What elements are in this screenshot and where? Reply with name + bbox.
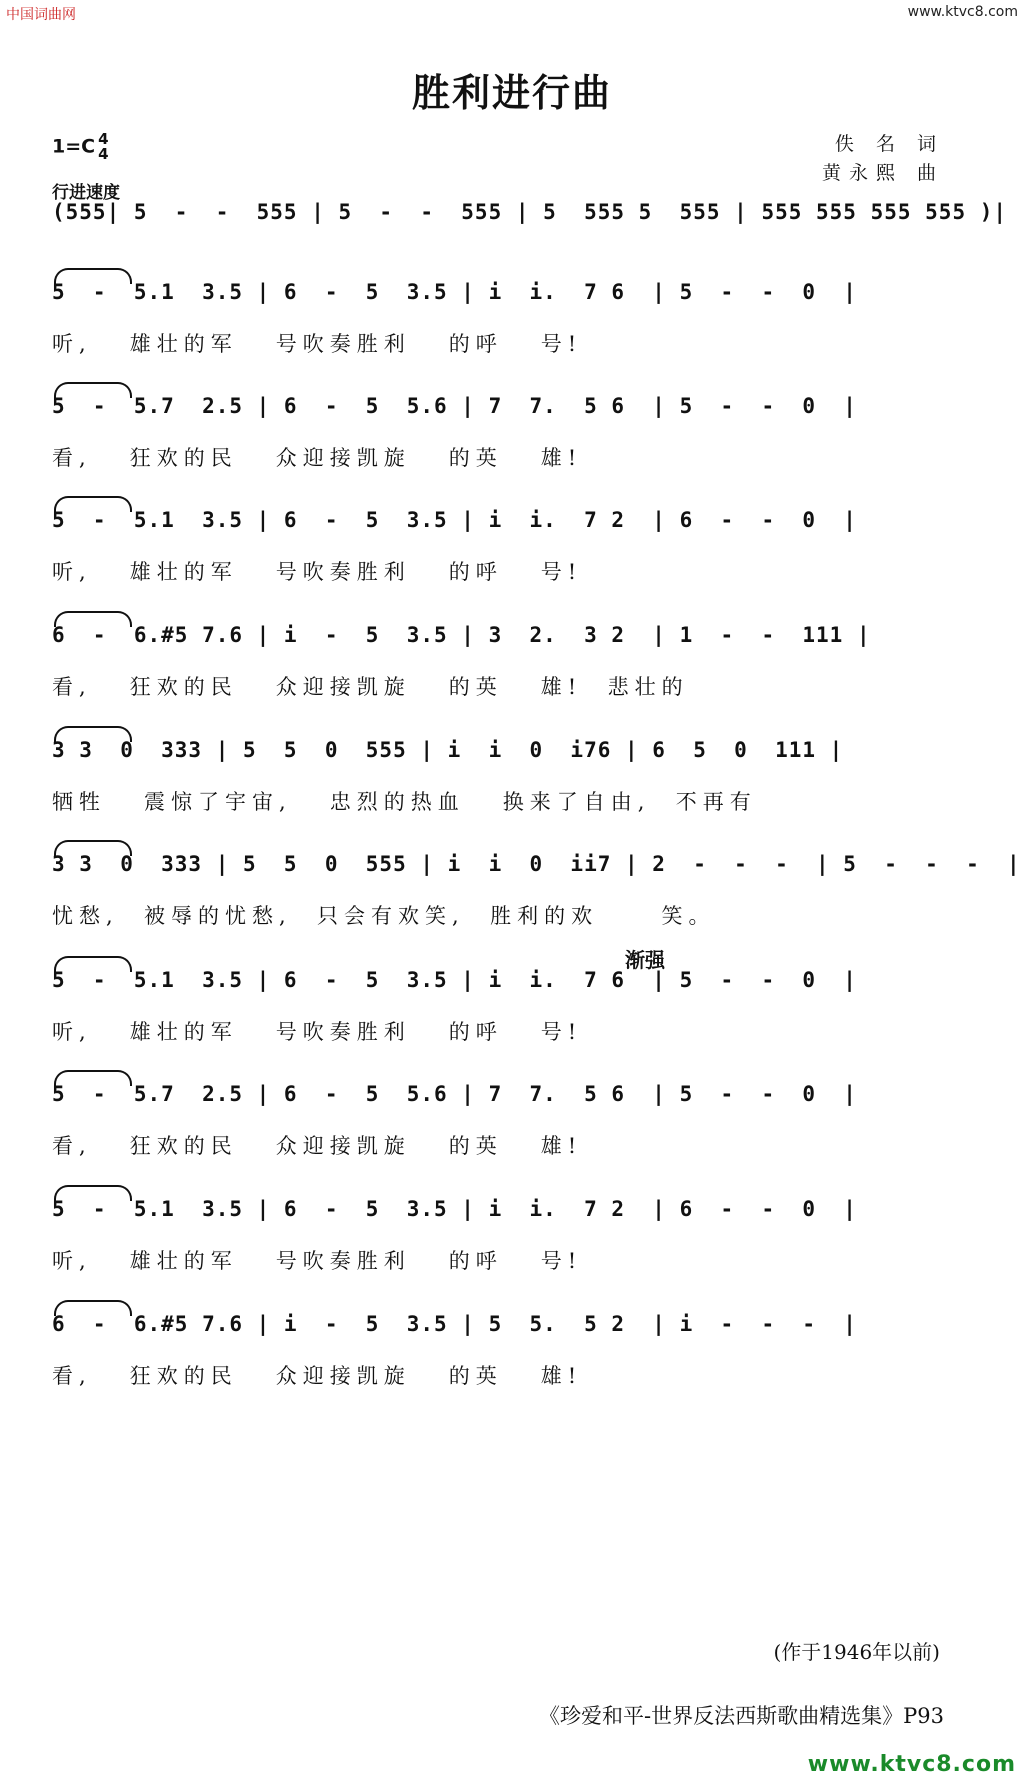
notation-row: 6 - 6.#5 7.6 | i - 5 3.5 | 3 2. 3 2 | 1 - - 111 |: [52, 623, 952, 663]
song-title: 胜利进行曲: [411, 70, 612, 115]
key-signature: [52, 132, 109, 162]
credits: [822, 130, 944, 188]
staff-line: [52, 508, 952, 592]
notation-row: 5 - 5.1 3.5 | 6 - 5 3.5 | i i. 7 2 | 6 - - 0 |: [52, 508, 952, 548]
source-citation: 《珍爱和平-世界反法西斯歌曲精选集》P93: [539, 1704, 944, 1728]
notation-row: 3 3 0 333 | 5 5 0 555 | i i 0 ii7 | 2 - - - | 5 - - - |: [52, 852, 952, 892]
time-bottom: 4: [98, 145, 109, 163]
staff-line: [52, 280, 952, 364]
staff-line: [52, 968, 952, 1052]
dynamic-marking: 渐强: [625, 948, 665, 972]
lyrics-row: 看, 狂欢的民 众迎接凯旋 的英 雄!: [52, 1134, 583, 1158]
lyrics-row: 听, 雄壮的军 号吹奏胜利 的呼 号!: [52, 560, 583, 584]
lyrics-row: 牺牲 震惊了宇宙, 忠烈的热血 换来了自由, 不再有: [52, 790, 757, 814]
tie-arc: [54, 726, 132, 742]
staff-line: [52, 623, 952, 707]
tie-arc: [54, 1185, 132, 1201]
staff-line: [52, 852, 1021, 936]
staff-line: [52, 394, 952, 478]
tie-arc: [54, 496, 132, 512]
tie-arc: [54, 382, 132, 398]
site-url-right: www.ktvc8.com: [907, 4, 1018, 20]
tempo-marking: 行进速度: [52, 183, 120, 203]
composition-note: (作于1946年以前): [773, 1640, 940, 1664]
notation-row: 5 - 5.1 3.5 | 6 - 5 3.5 | i i. 7 6 | 5 - - 0 |: [52, 968, 952, 1008]
staff-line: [52, 738, 952, 822]
staff-line: [52, 1197, 952, 1281]
tie-arc: [54, 956, 132, 972]
notation-row: 3 3 0 333 | 5 5 0 555 | i i 0 i76 | 6 5 0 111 |: [52, 738, 952, 778]
lyrics-row: 听, 雄壮的军 号吹奏胜利 的呼 号!: [52, 332, 583, 356]
lyrics-row: 看, 狂欢的民 众迎接凯旋 的英 雄!: [52, 1364, 583, 1388]
notation-row: 6 - 6.#5 7.6 | i - 5 3.5 | 5 5. 5 2 | i - - - |: [52, 1312, 952, 1352]
site-logo-left: 中国词曲网: [6, 7, 76, 23]
tie-arc: [54, 1300, 132, 1316]
notation-row: 5 - 5.1 3.5 | 6 - 5 3.5 | i i. 7 2 | 6 - - 0 |: [52, 1197, 952, 1237]
lyrics-row: 忧愁, 被辱的忧愁, 只会有欢笑, 胜利的欢 笑。: [52, 904, 716, 928]
time-top: 4: [98, 130, 109, 148]
key-label: 1=C: [52, 135, 96, 158]
staff-line: [52, 200, 1008, 240]
tie-arc: [54, 1070, 132, 1086]
time-signature: [98, 132, 108, 162]
lyrics-row: 听, 雄壮的军 号吹奏胜利 的呼 号!: [52, 1249, 583, 1273]
tie-arc: [54, 268, 132, 284]
tie-arc: [54, 840, 132, 856]
notation-row: 5 - 5.7 2.5 | 6 - 5 5.6 | 7 7. 5 6 | 5 - - 0 |: [52, 1082, 952, 1122]
composer: 黄永熙 曲: [821, 162, 944, 184]
lyrics-row: 听, 雄壮的军 号吹奏胜利 的呼 号!: [52, 1020, 583, 1044]
tie-arc: [54, 611, 132, 627]
notation-row: (555| 5 - - 555 | 5 - - 555 | 5 555 5 555 | 555 555 555 555 )|: [52, 200, 1008, 224]
notation-row: 5 - 5.1 3.5 | 6 - 5 3.5 | i i. 7 6 | 5 - - 0 |: [52, 280, 952, 320]
staff-line: [52, 1312, 952, 1396]
lyricist: 佚 名 词: [834, 133, 944, 155]
staff-line: [52, 1082, 952, 1166]
lyrics-row: 看, 狂欢的民 众迎接凯旋 的英 雄!: [52, 446, 583, 470]
notation-row: 5 - 5.7 2.5 | 6 - 5 5.6 | 7 7. 5 6 | 5 - - 0 |: [52, 394, 952, 434]
lyrics-row: 看, 狂欢的民 众迎接凯旋 的英 雄! 悲壮的: [52, 675, 689, 699]
site-logo-bottom: www.ktvc8.com: [807, 1752, 1016, 1777]
